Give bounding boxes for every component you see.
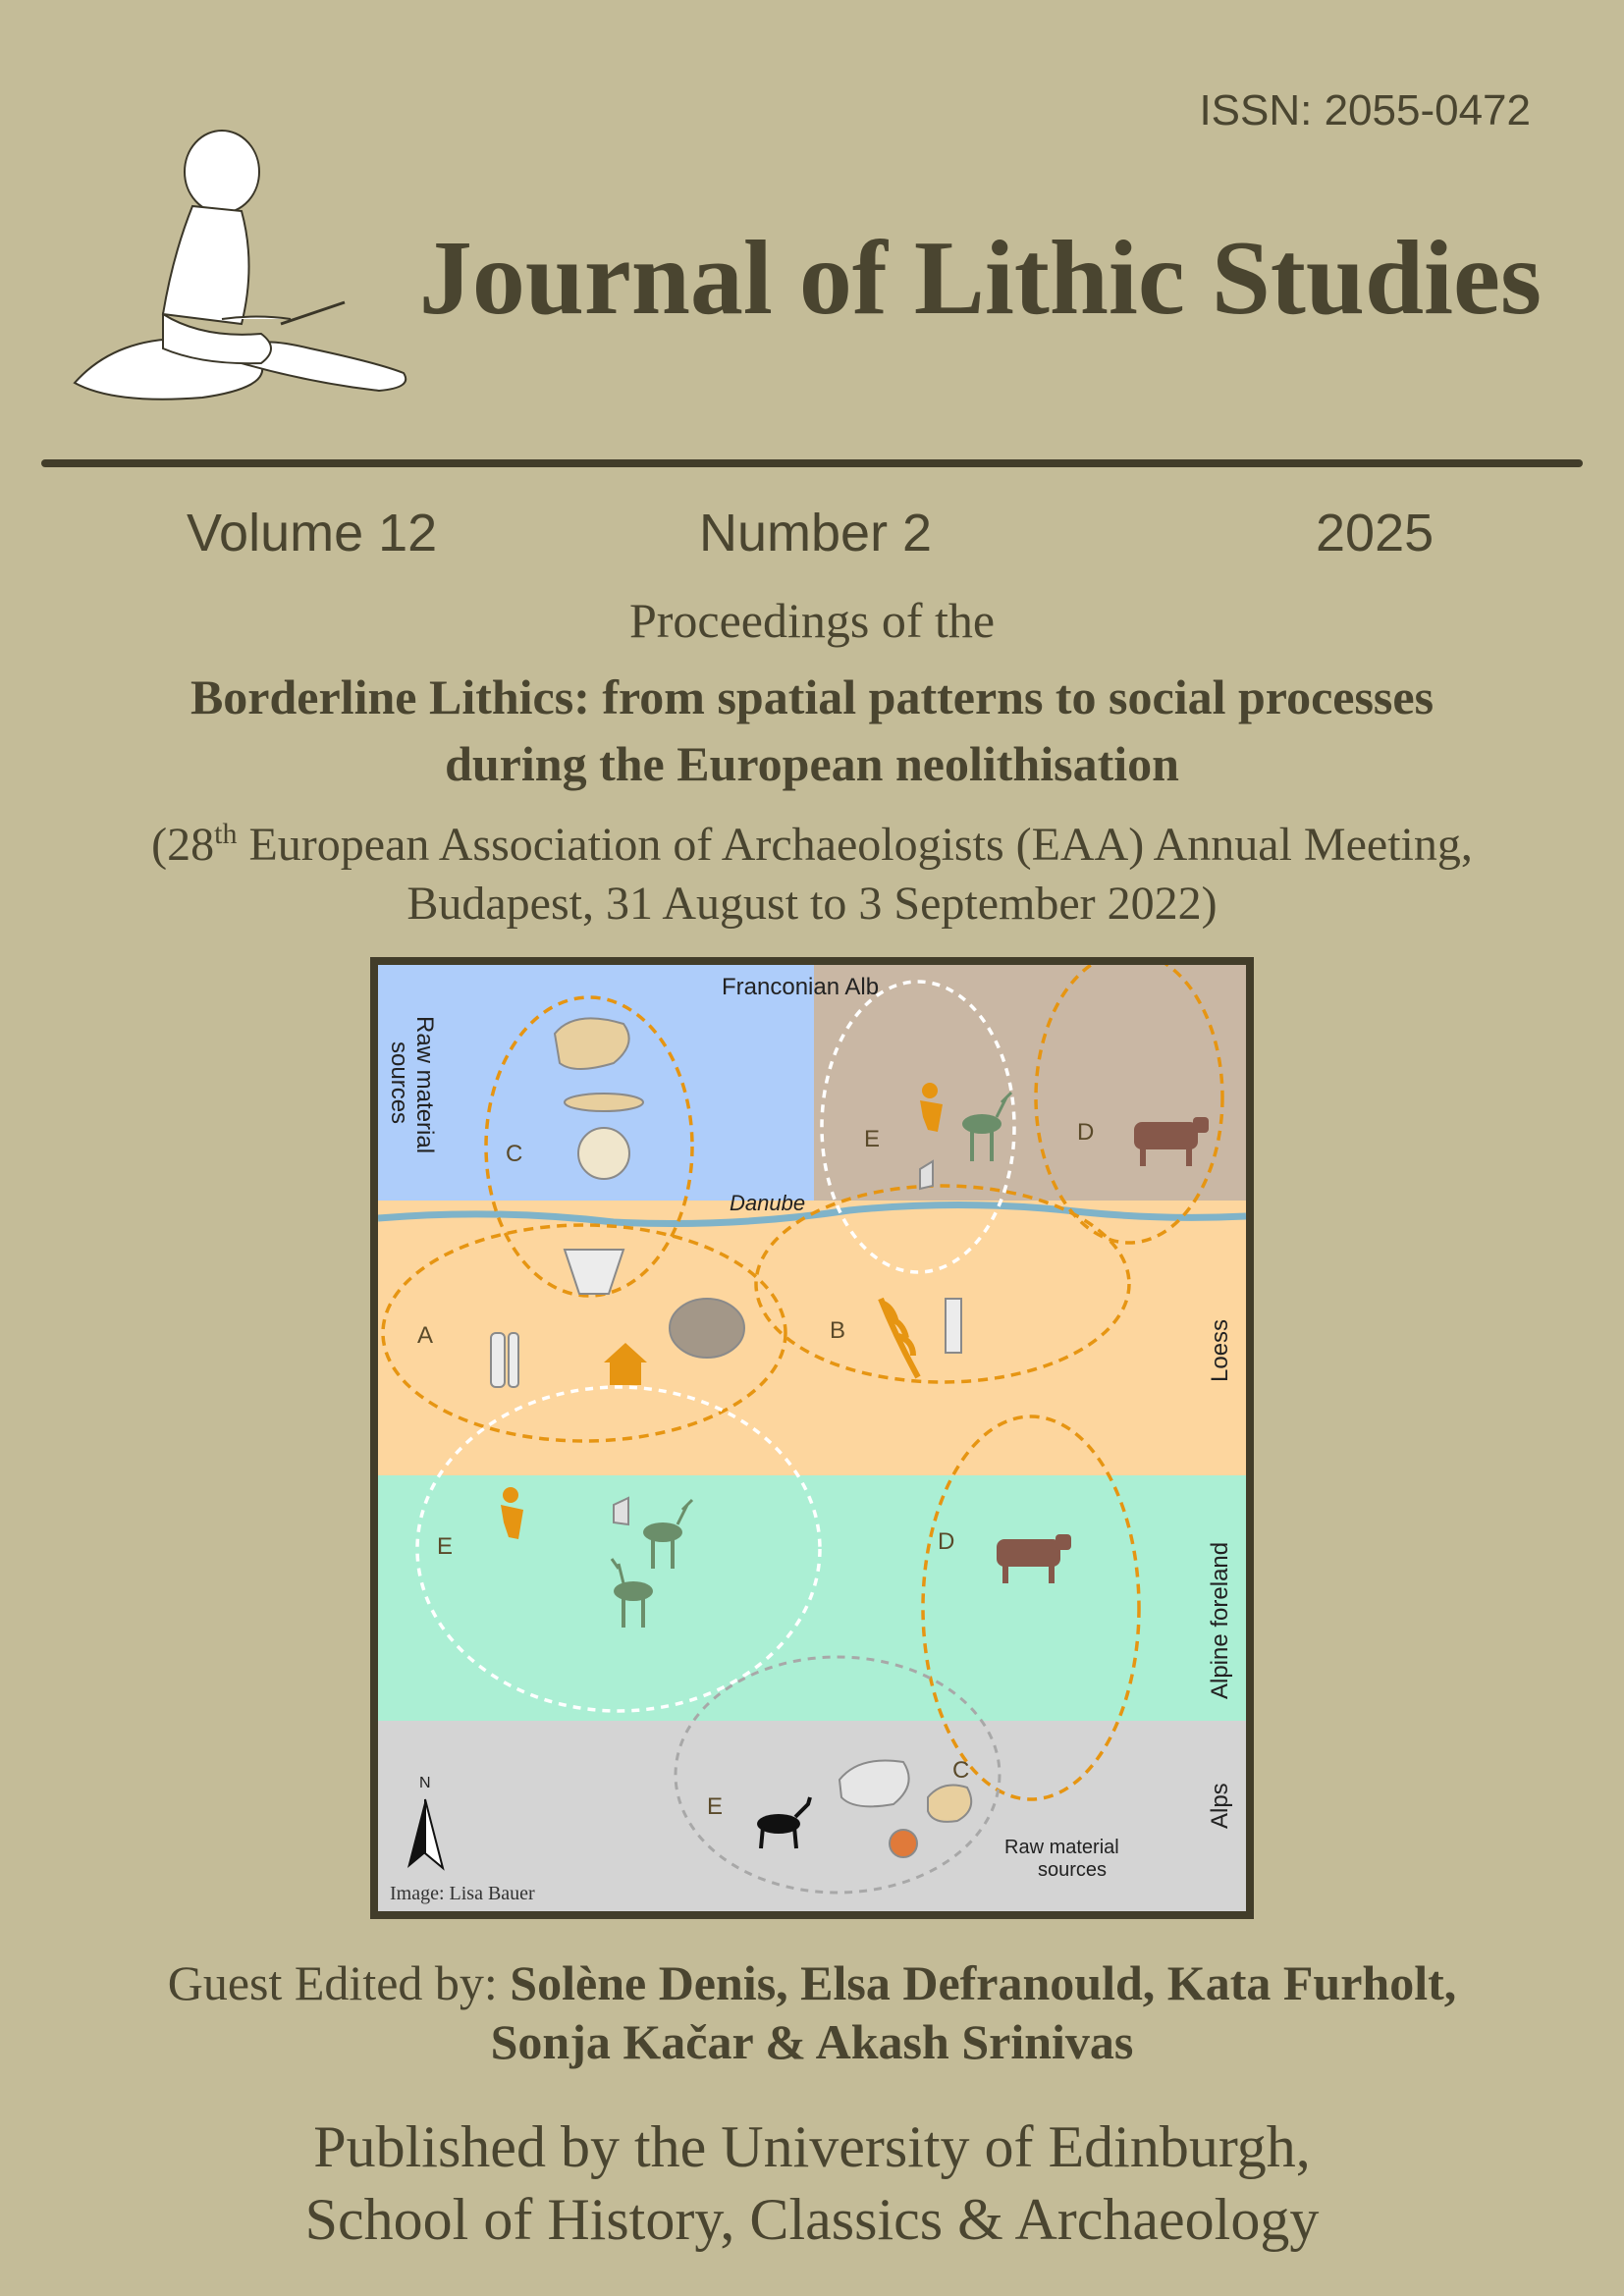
zone-letter-a: A xyxy=(417,1322,434,1349)
map-label-raw-top2: sources xyxy=(386,1041,412,1125)
map-label-danube: Danube xyxy=(730,1191,806,1215)
volume-label: Volume 12 xyxy=(187,504,438,562)
flint-slab-top xyxy=(565,1094,643,1111)
publisher-line1: Published by the University of Edinburgh, xyxy=(313,2114,1311,2179)
proceedings-title xyxy=(0,664,1624,797)
map-label-franconian: Franconian Alb xyxy=(722,974,880,1000)
year-label: 2025 xyxy=(1316,504,1435,562)
flint-nodule-bottom-2 xyxy=(928,1786,971,1822)
ceramic-pot xyxy=(670,1299,744,1358)
map-label-loess: Loess xyxy=(1207,1318,1233,1382)
map-label-raw-bottom: Raw material xyxy=(1004,1837,1119,1858)
editors-line2: Sonja Kačar & Akash Srinivas xyxy=(490,2014,1134,2069)
proceedings-intro: Proceedings of the xyxy=(628,593,996,648)
meeting-info xyxy=(0,805,1624,934)
publisher-line2: School of History, Classics & Archaeology xyxy=(304,2187,1320,2252)
journal-title: Journal of Lithic Studies xyxy=(418,220,1542,337)
flint-pebble-bottom xyxy=(890,1830,917,1857)
editors-line1: Guest Edited by: Solène Denis, Elsa Defranould, Kata Furholt, xyxy=(167,1955,1457,2010)
proceedings-title-line1: Borderline Lithics: from spatial patterns to social processes xyxy=(189,669,1435,724)
map-label-raw-bottom2: sources xyxy=(1038,1859,1108,1881)
meeting-line1: (28th European Association of Archaeologists (EAA) Annual Meeting, xyxy=(151,818,1473,871)
map-label-raw-top: Raw material xyxy=(411,1016,438,1154)
map-label-north: N xyxy=(419,1775,431,1791)
blade-b xyxy=(946,1299,961,1353)
guest-editors xyxy=(0,1953,1624,2071)
zone-letter-e-top: E xyxy=(864,1126,881,1152)
number-label: Number 2 xyxy=(699,504,933,562)
zone-letter-c-bottom: C xyxy=(952,1757,970,1784)
map-label-alpine: Alpine foreland xyxy=(1207,1541,1233,1699)
zone-letter-c-top: C xyxy=(506,1141,523,1167)
zone-franconian-east xyxy=(814,965,1246,1201)
map-label-alps: Alps xyxy=(1207,1783,1233,1829)
zone-letter-b: B xyxy=(830,1317,846,1344)
meeting-line2: Budapest, 31 August to 3 September 2022) xyxy=(406,878,1218,930)
header-divider xyxy=(41,459,1583,467)
flint-round-top xyxy=(578,1128,629,1179)
publisher-info xyxy=(0,2110,1624,2256)
cover-map xyxy=(370,957,1254,1919)
proceedings-title-line2: during the European neolithisation xyxy=(445,736,1179,791)
blade-2 xyxy=(509,1333,518,1387)
blade-1 xyxy=(491,1333,505,1387)
zone-letter-e-mid: E xyxy=(437,1533,454,1560)
zone-letter-d-top: D xyxy=(1077,1119,1095,1146)
zone-letter-d-mid: D xyxy=(938,1528,955,1555)
map-credit: Image: Lisa Bauer xyxy=(390,1883,535,1904)
zone-letter-e-bottom: E xyxy=(707,1793,724,1820)
issn-label: ISSN: 2055-0472 xyxy=(1199,86,1531,134)
